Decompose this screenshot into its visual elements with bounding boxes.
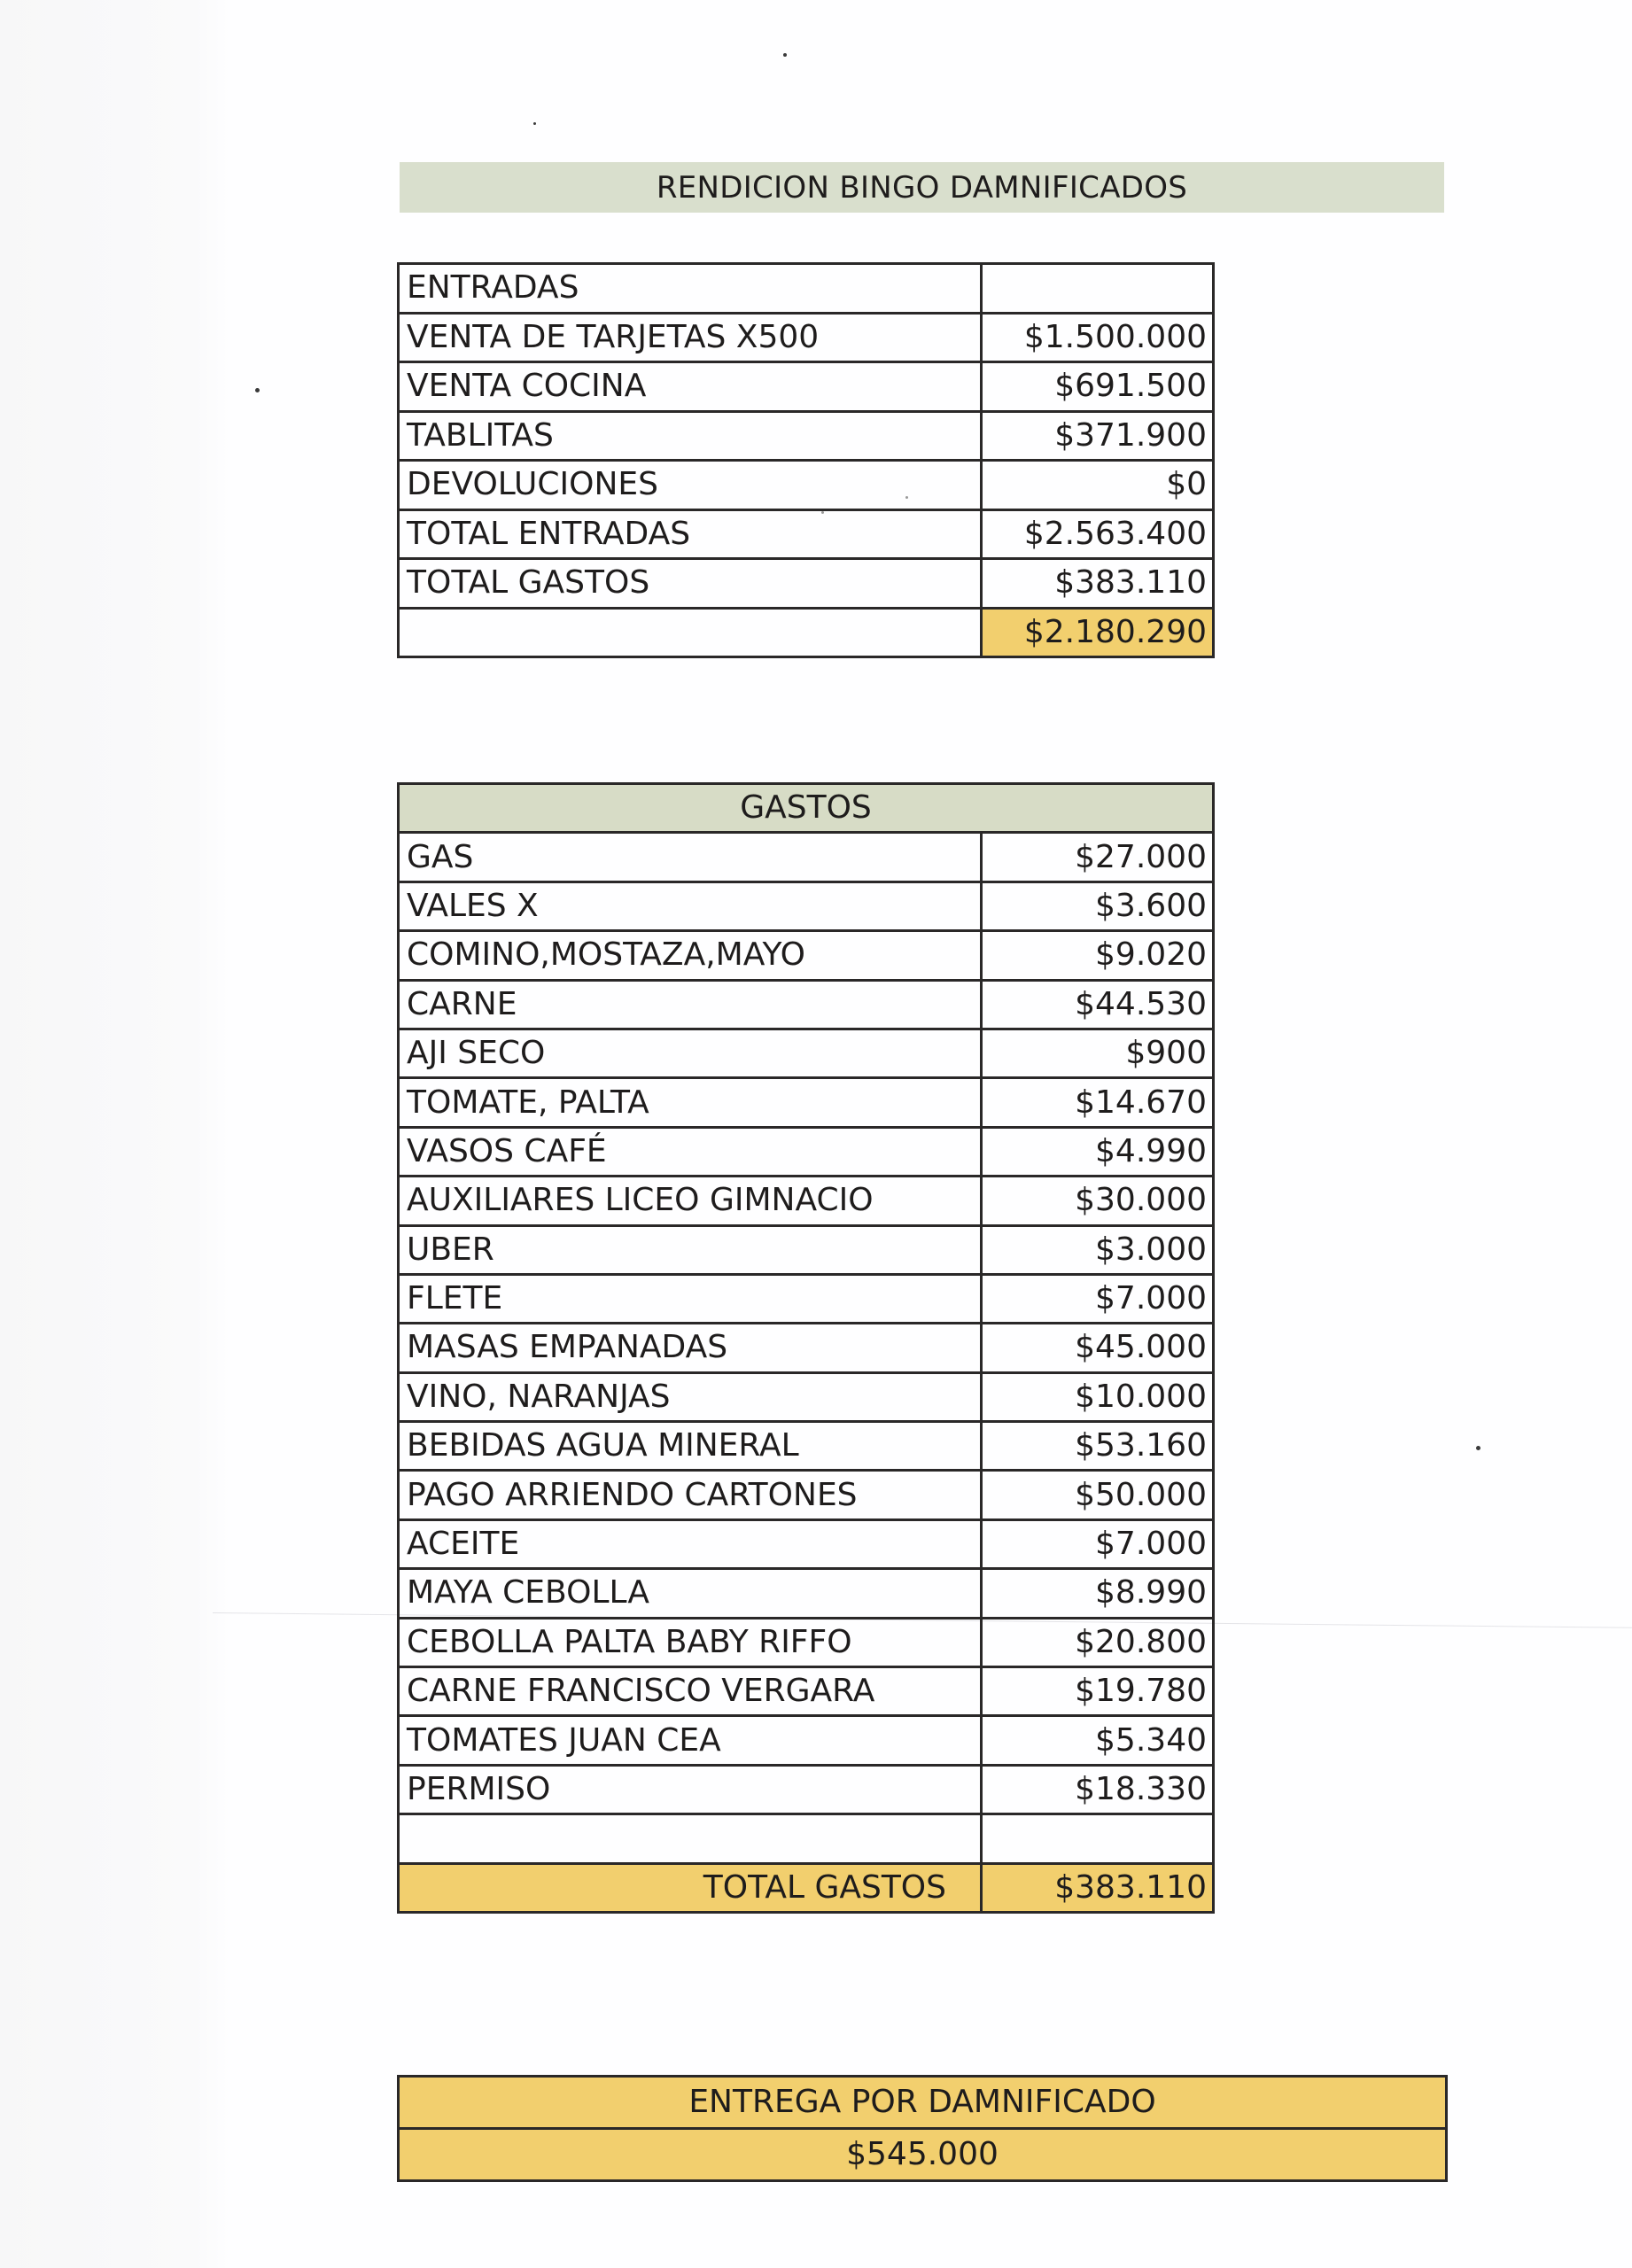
row-amount: $371.900	[982, 411, 1214, 461]
table-row	[399, 1127, 1214, 1176]
row-label: VENTA DE TARJETAS X500	[399, 313, 982, 362]
table-row	[399, 1225, 1214, 1274]
row-amount: $30.000	[982, 1177, 1214, 1225]
row-amount: $9.020	[982, 931, 1214, 980]
table-row	[399, 264, 1214, 314]
row-label: COMINO,MOSTAZA,MAYO	[399, 931, 982, 980]
paper-speck	[255, 388, 260, 392]
entrega-label-row	[399, 2077, 1447, 2129]
table-row	[399, 833, 1214, 882]
table-row	[399, 1471, 1214, 1519]
row-amount: $7.000	[982, 1519, 1214, 1568]
row-amount: $20.800	[982, 1618, 1214, 1666]
table-row	[399, 509, 1214, 559]
report-title: RENDICION BINGO DAMNIFICADOS	[400, 162, 1444, 213]
balance-row	[399, 608, 1214, 657]
row-label: TOMATES JUAN CEA	[399, 1716, 982, 1765]
gastos-total-row	[399, 1863, 1214, 1912]
row-amount: $27.000	[982, 833, 1214, 882]
paper-speck	[533, 122, 536, 125]
total-gastos-amount: $383.110	[982, 1863, 1214, 1912]
row-label: BEBIDAS AGUA MINERAL	[399, 1422, 982, 1471]
table-row	[399, 1618, 1214, 1666]
row-label: CEBOLLA PALTA BABY RIFFO	[399, 1618, 982, 1666]
table-row	[399, 313, 1214, 362]
total-gastos-label: TOTAL GASTOS	[399, 1863, 982, 1912]
entrega-amount: $545.000	[399, 2129, 1447, 2181]
row-label: FLETE	[399, 1274, 982, 1323]
row-amount: $7.000	[982, 1274, 1214, 1323]
row-amount: $0	[982, 461, 1214, 510]
table-row	[399, 1078, 1214, 1127]
table-row	[399, 882, 1214, 930]
table-row	[399, 1029, 1214, 1077]
gastos-header-row	[399, 784, 1214, 833]
row-label: GAS	[399, 833, 982, 882]
row-amount: $1.500.000	[982, 313, 1214, 362]
paper-speck	[783, 53, 787, 57]
table-row	[399, 980, 1214, 1029]
entrega-label: ENTREGA POR DAMNIFICADO	[399, 2077, 1447, 2129]
row-label: AJI SECO	[399, 1029, 982, 1077]
row-label: VASOS CAFÉ	[399, 1127, 982, 1176]
table-row	[399, 1569, 1214, 1618]
row-label: TOTAL ENTRADAS	[399, 509, 982, 559]
row-label: CARNE	[399, 980, 982, 1029]
row-label: TABLITAS	[399, 411, 982, 461]
row-amount: $10.000	[982, 1372, 1214, 1421]
row-label: UBER	[399, 1225, 982, 1274]
row-amount: $691.500	[982, 362, 1214, 412]
table-row	[399, 1274, 1214, 1323]
row-amount: $8.990	[982, 1569, 1214, 1618]
table-row	[399, 1667, 1214, 1716]
row-amount: $900	[982, 1029, 1214, 1077]
row-label: VENTA COCINA	[399, 362, 982, 412]
balance-amount: $2.180.290	[982, 608, 1214, 657]
row-amount: $5.340	[982, 1716, 1214, 1765]
entrega-table	[397, 2075, 1448, 2182]
row-amount: $3.000	[982, 1225, 1214, 1274]
row-amount: $50.000	[982, 1471, 1214, 1519]
row-amount	[982, 264, 1214, 314]
row-amount: $383.110	[982, 559, 1214, 609]
row-amount: $19.780	[982, 1667, 1214, 1716]
table-row	[399, 1422, 1214, 1471]
row-label: TOTAL GASTOS	[399, 559, 982, 609]
paper-speck	[1476, 1446, 1480, 1450]
row-label: ACEITE	[399, 1519, 982, 1568]
row-label	[399, 608, 982, 657]
table-row	[399, 1814, 1214, 1863]
row-label	[399, 1814, 982, 1863]
table-row	[399, 1372, 1214, 1421]
row-amount	[982, 1814, 1214, 1863]
table-row	[399, 461, 1214, 510]
row-amount: $2.563.400	[982, 509, 1214, 559]
row-label: VINO, NARANJAS	[399, 1372, 982, 1421]
table-row	[399, 411, 1214, 461]
row-amount: $3.600	[982, 882, 1214, 930]
row-label: MAYA CEBOLLA	[399, 1569, 982, 1618]
gastos-header: GASTOS	[399, 784, 1214, 833]
row-label: AUXILIARES LICEO GIMNACIO	[399, 1177, 982, 1225]
entradas-table	[397, 262, 1215, 658]
row-amount: $53.160	[982, 1422, 1214, 1471]
row-label: VALES X	[399, 882, 982, 930]
row-amount: $14.670	[982, 1078, 1214, 1127]
row-label: MASAS EMPANADAS	[399, 1324, 982, 1372]
row-amount: $45.000	[982, 1324, 1214, 1372]
row-amount: $18.330	[982, 1765, 1214, 1814]
row-label: DEVOLUCIONES	[399, 461, 982, 510]
table-row	[399, 559, 1214, 609]
gastos-table	[397, 782, 1215, 1914]
table-row	[399, 1177, 1214, 1225]
table-row	[399, 1765, 1214, 1814]
table-row	[399, 362, 1214, 412]
row-label: PERMISO	[399, 1765, 982, 1814]
row-label: PAGO ARRIENDO CARTONES	[399, 1471, 982, 1519]
row-amount: $4.990	[982, 1127, 1214, 1176]
table-row	[399, 1324, 1214, 1372]
entrega-amount-row	[399, 2129, 1447, 2181]
table-row	[399, 1519, 1214, 1568]
table-row	[399, 1716, 1214, 1765]
row-label: CARNE FRANCISCO VERGARA	[399, 1667, 982, 1716]
table-row	[399, 931, 1214, 980]
row-label: TOMATE, PALTA	[399, 1078, 982, 1127]
row-amount: $44.530	[982, 980, 1214, 1029]
row-label: ENTRADAS	[399, 264, 982, 314]
